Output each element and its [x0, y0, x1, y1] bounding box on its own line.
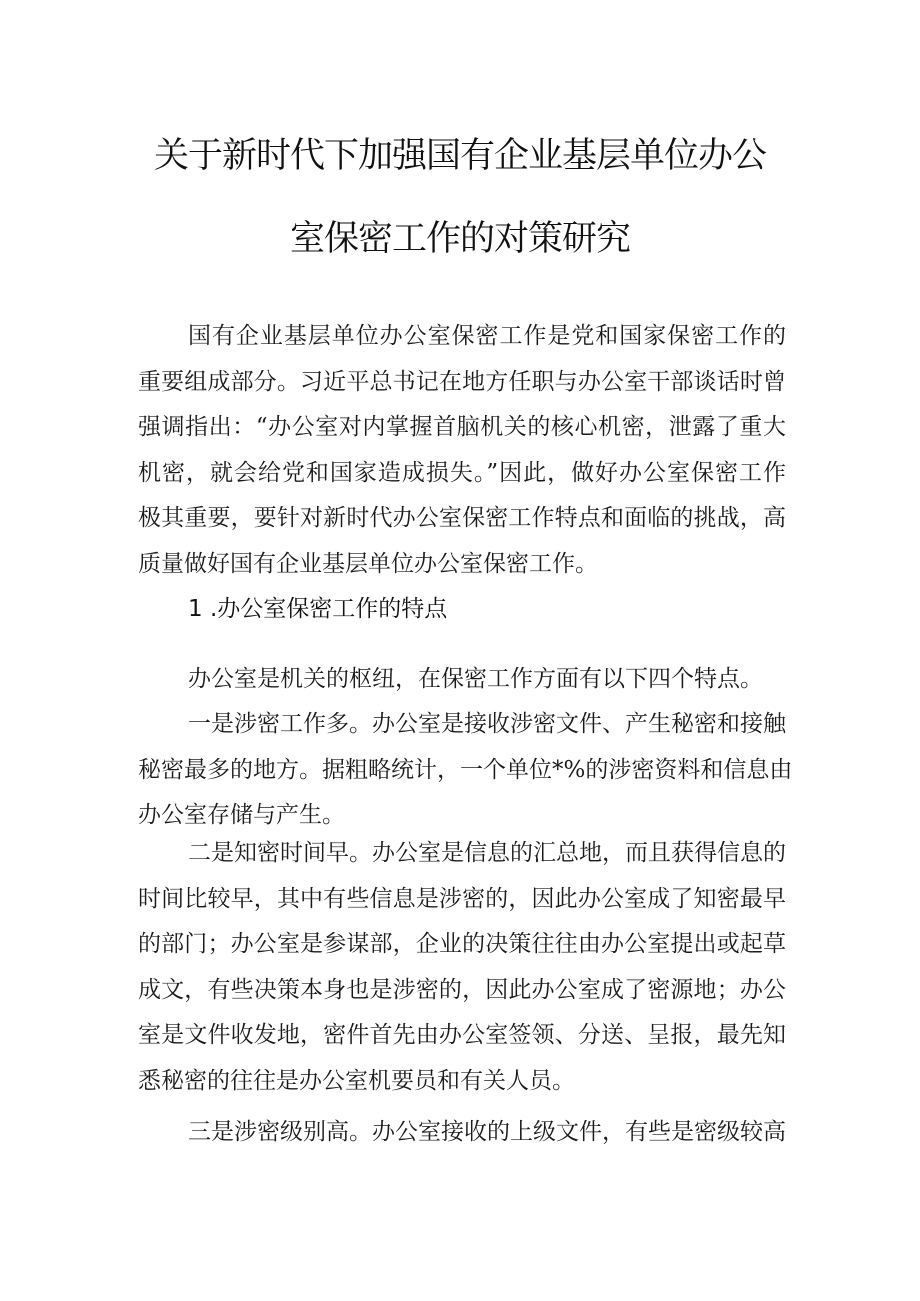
paragraph-line: 的部门；办公室是参谋部，企业的决策往往由办公室提出或起草	[138, 931, 786, 957]
paragraph-line: 成文，有些决策本身也是涉密的，因此办公室成了密源地；办公	[138, 976, 786, 1003]
paragraph-overview	[138, 657, 786, 703]
paragraph-point-one	[138, 702, 793, 839]
paragraph-line: 极其重要，要针对新时代办公室保密工作特点和面临的挑战，高	[138, 505, 786, 531]
paragraph-line: 秘密最多的地方。据粗略统计，一个单位*%的涉密资料和信息由	[138, 756, 793, 783]
paragraph-line: 国有企业基层单位办公室保密工作是党和国家保密工作的	[188, 323, 786, 349]
paragraph-line: 二是知密时间早。办公室是信息的汇总地，而且获得信息的	[188, 840, 786, 866]
paragraph-line: 室是文件收发地，密件首先由办公室签领、分送、呈报，最先知	[138, 1022, 786, 1048]
paragraph-line: 机密，就会给党和国家造成损失。”因此，做好办公室保密工作	[138, 459, 786, 486]
paragraph-line: 质量做好国有企业基层单位办公室保密工作。	[138, 550, 598, 577]
document-title-line-1: 关于新时代下加强国有企业基层单位办公	[153, 136, 766, 176]
paragraph-line: 一是涉密工作多。办公室是接收涉密文件、产生秘密和接触	[188, 711, 786, 737]
section-heading: 1 .办公室保密工作的特点	[188, 596, 448, 622]
paragraph-line: 办公室存储与产生。	[138, 802, 345, 828]
paragraph-line: 强调指出：“办公室对内掌握首脑机关的核心机密，泄露了重大	[138, 414, 786, 440]
document-title-line-2: 室保密工作的对策研究	[289, 219, 630, 259]
paragraph-line: 时间比较早，其中有些信息是涉密的，因此办公室成了知密最早	[138, 885, 786, 912]
paragraph-intro	[138, 314, 786, 587]
paragraph-line: 重要组成部分。习近平总书记在地方任职与办公室干部谈话时曾	[138, 368, 786, 395]
paragraph-line: 办公室是机关的枢纽，在保密工作方面有以下四个特点。	[188, 666, 763, 692]
paragraph-point-three	[138, 1110, 786, 1156]
paragraph-point-two	[138, 831, 786, 1104]
paragraph-line: 三是涉密级别高。办公室接收的上级文件，有些是密级较高	[188, 1119, 786, 1145]
paragraph-line: 悉秘密的往往是办公室机要员和有关人员。	[138, 1067, 575, 1094]
